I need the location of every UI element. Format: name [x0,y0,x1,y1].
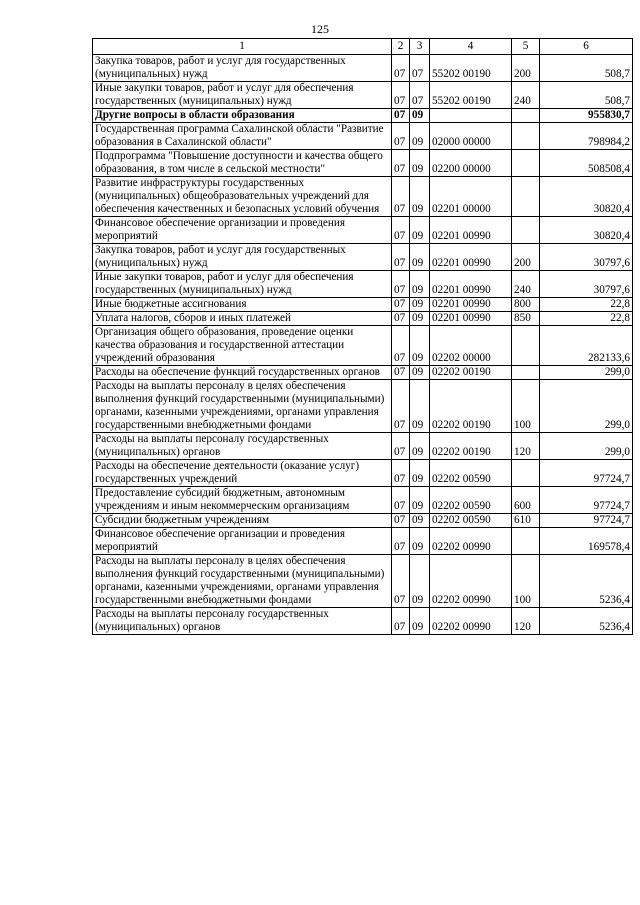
row-amount-cell: 282133,6 [540,326,633,366]
row-expense-type-cell: 120 [512,608,540,635]
row-subsection-cell: 09 [410,366,430,380]
row-target-article-cell: 02202 00190 [430,433,512,460]
row-expense-type-cell [512,460,540,487]
row-section-cell: 07 [392,150,410,177]
row-name-cell: Закупка товаров, работ и услуг для государственных (муниципальных) нужд [93,55,392,82]
row-amount-cell: 798984,2 [540,123,633,150]
table-header-row [93,39,633,55]
row-subsection-cell: 07 [410,55,430,82]
row-amount-cell: 169578,4 [540,528,633,555]
table-row [93,326,633,366]
row-name-cell: Субсидии бюджетным учреждениям [93,514,392,528]
row-subsection-cell: 09 [410,433,430,460]
row-target-article-cell: 02200 00000 [430,150,512,177]
row-name-cell: Расходы на выплаты персоналу в целях обеспечения выполнения функций государственными (муниципальными) органами, казенными учреждениями, органами управления государственными внебюджетными фондами [93,555,392,608]
row-name-cell: Расходы на обеспечение функций государственных органов [93,366,392,380]
table-row [93,366,633,380]
row-target-article-cell: 02201 00990 [430,217,512,244]
row-target-article-cell [430,109,512,123]
row-amount-cell: 30797,6 [540,244,633,271]
row-target-article-cell: 02202 00000 [430,326,512,366]
table-row [93,82,633,109]
table-row [93,555,633,608]
row-subsection-cell: 09 [410,514,430,528]
budget-table [92,38,633,635]
row-name-cell: Иные закупки товаров, работ и услуг для обеспечения государственных (муниципальных) нужд [93,82,392,109]
row-target-article-cell: 02202 00590 [430,487,512,514]
row-amount-cell: 299,0 [540,366,633,380]
row-subsection-cell: 09 [410,312,430,326]
row-subsection-cell: 07 [410,82,430,109]
row-target-article-cell: 55202 00190 [430,55,512,82]
row-target-article-cell: 02201 00990 [430,244,512,271]
row-section-cell: 07 [392,608,410,635]
table-row [93,244,633,271]
table-row [93,271,633,298]
row-subsection-cell: 09 [410,271,430,298]
row-expense-type-cell [512,109,540,123]
table-row [93,55,633,82]
row-name-cell: Развитие инфраструктуры государственных (муниципальных) общеобразовательных учреждений для обеспечения качественных и безопасных условий обучения [93,177,392,217]
row-subsection-cell: 09 [410,109,430,123]
row-section-cell: 07 [392,528,410,555]
row-subsection-cell: 09 [410,380,430,433]
row-name-cell: Финансовое обеспечение организации и проведения мероприятий [93,217,392,244]
row-name-cell: Расходы на выплаты персоналу государственных (муниципальных) органов [93,433,392,460]
row-expense-type-cell: 610 [512,514,540,528]
row-target-article-cell: 02202 00590 [430,460,512,487]
table-row [93,217,633,244]
header-cell-section: 2 [392,39,410,55]
table-row [93,177,633,217]
table-row [93,380,633,433]
row-amount-cell: 508,7 [540,82,633,109]
row-subsection-cell: 09 [410,123,430,150]
page-number: 125 [311,22,329,36]
row-amount-cell: 955830,7 [540,109,633,123]
row-subsection-cell: 09 [410,555,430,608]
row-expense-type-cell: 200 [512,244,540,271]
table-row [93,433,633,460]
row-target-article-cell: 02201 00000 [430,177,512,217]
row-subsection-cell: 09 [410,177,430,217]
row-subsection-cell: 09 [410,528,430,555]
row-section-cell: 07 [392,487,410,514]
row-expense-type-cell [512,123,540,150]
row-name-cell: Уплата налогов, сборов и иных платежей [93,312,392,326]
table-row [93,312,633,326]
row-section-cell: 07 [392,326,410,366]
row-section-cell: 07 [392,312,410,326]
row-amount-cell: 97724,7 [540,514,633,528]
row-section-cell: 07 [392,109,410,123]
row-section-cell: 07 [392,217,410,244]
row-name-cell: Расходы на выплаты персоналу в целях обеспечения выполнения функций государственными (муниципальными) органами, казенными учреждениями, органами управления государственными внебюджетными фондами [93,380,392,433]
table-body [93,55,633,635]
row-expense-type-cell: 600 [512,487,540,514]
row-section-cell: 07 [392,55,410,82]
row-subsection-cell: 09 [410,244,430,271]
row-name-cell: Иные закупки товаров, работ и услуг для обеспечения государственных (муниципальных) нужд [93,271,392,298]
row-expense-type-cell [512,366,540,380]
row-section-cell: 07 [392,271,410,298]
row-name-cell: Другие вопросы в области образования [93,109,392,123]
row-subsection-cell: 09 [410,608,430,635]
row-subsection-cell: 09 [410,150,430,177]
row-expense-type-cell: 100 [512,555,540,608]
row-amount-cell: 97724,7 [540,460,633,487]
row-name-cell: Расходы на обеспечение деятельности (оказание услуг) государственных учреждений [93,460,392,487]
row-name-cell: Закупка товаров, работ и услуг для государственных (муниципальных) нужд [93,244,392,271]
row-target-article-cell: 02202 00190 [430,366,512,380]
row-expense-type-cell [512,177,540,217]
row-name-cell: Государственная программа Сахалинской области "Развитие образования в Сахалинской области" [93,123,392,150]
row-expense-type-cell [512,528,540,555]
row-section-cell: 07 [392,82,410,109]
row-subsection-cell: 09 [410,217,430,244]
table-row [93,608,633,635]
row-section-cell: 07 [392,555,410,608]
row-amount-cell: 22,8 [540,312,633,326]
row-amount-cell: 5236,4 [540,555,633,608]
header-cell-amount: 6 [540,39,633,55]
table-row [93,487,633,514]
header-cell-name: 1 [93,39,392,55]
row-name-cell: Предоставление субсидий бюджетным, автономным учреждениям и иным некоммерческим организациям [93,487,392,514]
table-row [93,109,633,123]
row-amount-cell: 299,0 [540,433,633,460]
row-expense-type-cell: 100 [512,380,540,433]
row-expense-type-cell [512,217,540,244]
row-expense-type-cell [512,150,540,177]
row-amount-cell: 30820,4 [540,217,633,244]
row-expense-type-cell: 200 [512,55,540,82]
row-section-cell: 07 [392,380,410,433]
row-amount-cell: 30820,4 [540,177,633,217]
row-section-cell: 07 [392,177,410,217]
row-section-cell: 07 [392,433,410,460]
header-cell-expense-type: 5 [512,39,540,55]
row-target-article-cell: 02202 00190 [430,380,512,433]
row-name-cell: Расходы на выплаты персоналу государственных (муниципальных) органов [93,608,392,635]
row-amount-cell: 22,8 [540,298,633,312]
row-subsection-cell: 09 [410,298,430,312]
header-cell-subsection: 3 [410,39,430,55]
row-section-cell: 07 [392,366,410,380]
row-target-article-cell: 02201 00990 [430,312,512,326]
row-amount-cell: 5236,4 [540,608,633,635]
row-target-article-cell: 02202 00990 [430,608,512,635]
row-target-article-cell: 02201 00990 [430,298,512,312]
table-row [93,460,633,487]
row-subsection-cell: 09 [410,460,430,487]
header-cell-target-article: 4 [430,39,512,55]
row-amount-cell: 30797,6 [540,271,633,298]
row-name-cell: Финансовое обеспечение организации и проведения мероприятий [93,528,392,555]
row-amount-cell: 299,0 [540,380,633,433]
table-row [93,514,633,528]
row-section-cell: 07 [392,244,410,271]
row-expense-type-cell: 800 [512,298,540,312]
row-target-article-cell: 55202 00190 [430,82,512,109]
row-section-cell: 07 [392,514,410,528]
row-name-cell: Иные бюджетные ассигнования [93,298,392,312]
row-section-cell: 07 [392,298,410,312]
row-amount-cell: 508,7 [540,55,633,82]
row-target-article-cell: 02202 00990 [430,528,512,555]
row-amount-cell: 97724,7 [540,487,633,514]
table-row [93,298,633,312]
row-name-cell: Организация общего образования, проведение оценки качества образования и государственной аттестации учреждений образования [93,326,392,366]
row-expense-type-cell: 120 [512,433,540,460]
row-expense-type-cell [512,326,540,366]
table-row [93,150,633,177]
row-target-article-cell: 02000 00000 [430,123,512,150]
row-expense-type-cell: 240 [512,82,540,109]
row-subsection-cell: 09 [410,487,430,514]
row-amount-cell: 508508,4 [540,150,633,177]
row-expense-type-cell: 850 [512,312,540,326]
table-row [93,528,633,555]
row-target-article-cell: 02202 00590 [430,514,512,528]
row-section-cell: 07 [392,123,410,150]
row-expense-type-cell: 240 [512,271,540,298]
row-section-cell: 07 [392,460,410,487]
row-target-article-cell: 02202 00990 [430,555,512,608]
row-subsection-cell: 09 [410,326,430,366]
row-target-article-cell: 02201 00990 [430,271,512,298]
row-name-cell: Подпрограмма "Повышение доступности и качества общего образования, в том числе в сельской местности" [93,150,392,177]
table-row [93,123,633,150]
